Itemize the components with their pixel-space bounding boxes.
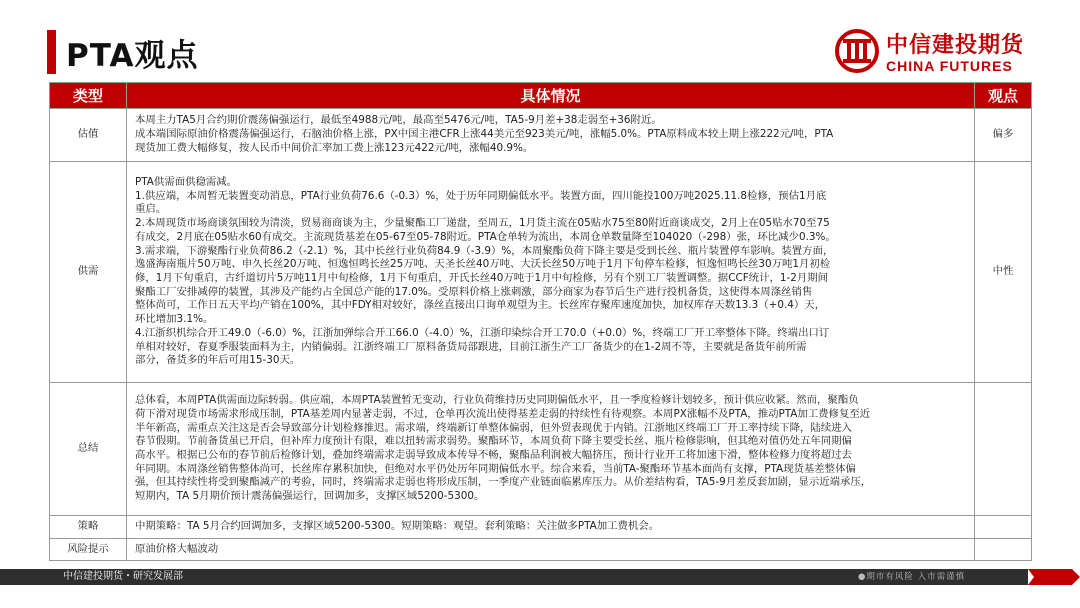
content-line: 原油价格大幅波动 bbox=[135, 542, 219, 555]
content-line: 逸盛海南瓶片50万吨、申久长丝20万吨、恒逸恒鸣长丝25万吨、天圣长丝40万吨、大沃长丝50万吨于1月下旬停车检修，恒逸恒鸣长丝30万吨1月初检 bbox=[135, 258, 831, 271]
content-line: 成本端国际原油价格震荡偏强运行，石脑油价格上涨，PX中国主港CFR上涨44美元至923美元/吨，涨幅5.0%。PTA原料成本较上期上涨222元/吨，PTA bbox=[135, 128, 834, 141]
row-type: 供需 bbox=[50, 162, 127, 383]
footer-arrow-icon bbox=[1028, 569, 1080, 585]
table-row-strategy bbox=[50, 516, 1032, 539]
content-line: 整体尚可，工作日五天平均产销在100%，其中FDY相对较好，涤丝直接出口询单观望为主。长丝库存聚库速度加快，加权库存天数13.3（+0.4）天， bbox=[135, 299, 826, 312]
header-details: 具体情况 bbox=[127, 83, 975, 109]
content-line: 半年新高，需重点关注这是否会导致部分计划检修推迟。需求端，终端新订单整体偏弱，但外贸表现优于内销。江浙地区终端工厂开工率持续下降，陆续进入 bbox=[135, 421, 852, 434]
content-line: 单相对较好，春夏季服装面料为主，内销偏弱。江浙终端工厂原料备货局部跟进，目前江浙生产工厂备货少的在1-2周不等，主要就是备货年前所需 bbox=[135, 340, 807, 353]
content-line: 修，1月下旬重启，古纤道切片5万吨11月中旬检修，1月下旬重启，开氏长丝40万吨于1月中旬检修，另有个别工厂装置调整。据CCF统计，1-2月期间 bbox=[135, 272, 828, 284]
header-view: 观点 bbox=[975, 83, 1032, 109]
content-line: 3.需求端，下游聚酯行业负荷86.2（-2.1）%，其中长丝行业负荷84.9（-3.9）%，本周聚酯负荷下降主要是受到长丝、瓶片装置停车影响。装置方面， bbox=[135, 244, 834, 257]
row-type: 风险提示 bbox=[50, 539, 127, 561]
row-view: 偏多 bbox=[975, 109, 1032, 162]
citic-logo-icon bbox=[834, 28, 880, 74]
row-type: 估值 bbox=[50, 109, 127, 162]
content-line: 有成交，2月底在05贴水60有成交。主流现货基差在05-67至05-78附近。PTA仓单转为流出，本周仓单数量降至104020（-298）张，环比减少0.3%。 bbox=[135, 230, 836, 243]
content-line: 荷下滑对现货市场需求形成压制，PTA基差周内显著走弱，不过，仓单再次流出使得基差走弱的持续性有待观察。本周PX涨幅不及PTA，推动PTA加工费修复至近 bbox=[135, 407, 871, 420]
content-line: 1.供应端，本周暂无装置变动消息，PTA行业负荷76.6（-0.3）%，处于历年同期偏低水平。装置方面，四川能投100万吨2025.11.8检修，预估1月底 bbox=[135, 189, 827, 202]
content-line: 高水平。根据已公布的春节前后检修计划，叠加终端需求走弱导致成本传导不畅，聚酯品利润被大幅挤压，预计行业开工将加速下滑，整体检修力度将超过去 bbox=[135, 449, 852, 461]
page-title: PTA观点 bbox=[66, 38, 199, 74]
logo-english-name: CHINA FUTURES bbox=[886, 58, 1013, 74]
content-line: 2.本周现货市场商谈氛围较为清淡，贸易商商谈为主，少量聚酯工厂递盘，至周五，1月货主流在05贴水75至80附近商谈成交，2月上在05贴水70至75 bbox=[135, 217, 830, 230]
pta-view-table bbox=[49, 82, 1032, 561]
row-type: 策略 bbox=[50, 516, 127, 539]
table-row-summary bbox=[50, 383, 1032, 516]
footer-department: 中信建投期货・研究发展部 bbox=[63, 571, 183, 582]
content-line: 中期策略：TA 5月合约回调加多，支撑区域5200-5300。短期策略：观望。套利策略：关注做多PTA加工费机会。 bbox=[135, 520, 660, 533]
content-line: 年同期。本周涤丝销售整体尚可，长丝库存累积加快，但绝对水平仍处历年同期偏低水平。综合来看，当前TA-聚酯环节基本面尚有支撑，PTA现货基差整体偏 bbox=[135, 462, 856, 475]
footer-risk-warning: ●期市有风险 入市需谨慎 bbox=[858, 572, 966, 582]
content-line: 短期内，TA 5月期价预计震荡偏强运行，回调加多，支撑区域5200-5300。 bbox=[135, 490, 485, 503]
content-line: 现货加工费大幅修复，按人民币中间价汇率加工费上涨123元422元/吨，涨幅40.9%。 bbox=[135, 141, 534, 154]
company-logo bbox=[834, 28, 1034, 78]
row-content bbox=[127, 383, 975, 516]
row-content bbox=[127, 162, 975, 383]
row-view: 中性 bbox=[975, 162, 1032, 383]
table-row-risk bbox=[50, 539, 1032, 561]
table-header-row bbox=[50, 83, 1032, 109]
content-line: 强，但其持续性将受到聚酯减产的考验，同时，终端需求走弱也将形成压制，一季度产业链面临累库压力。从价差结构看，TA5-9月差反套加剧，显示近端承压， bbox=[135, 476, 872, 489]
logo-chinese-name: 中信建投期货 bbox=[886, 33, 1025, 58]
content-line: 环比增加3.1%。 bbox=[135, 313, 214, 326]
row-type: 总结 bbox=[50, 383, 127, 516]
content-line: PTA供需面供稳需减。 bbox=[135, 176, 238, 189]
content-line: 春节假期。节前备货虽已开启，但补库力度预计有限，难以扭转需求弱势。聚酯环节，本周负荷下降主要受长丝、瓶片检修影响，但其绝对值仍处五年同期偏 bbox=[135, 435, 852, 448]
row-content bbox=[127, 539, 975, 561]
row-view bbox=[975, 539, 1032, 561]
table-row-supply-demand bbox=[50, 162, 1032, 383]
content-line: 重启。 bbox=[135, 203, 167, 216]
content-line: 4.江浙织机综合开工49.0（-6.0）%，江浙加弹综合开工66.0（-4.0）%，江浙印染综合开工70.0（+0.0）%，终端工厂开工率整体下降。终端出口订 bbox=[135, 326, 830, 339]
content-line: 总体看，本周PTA供需面边际转弱。供应端，本周PTA装置暂无变动，行业负荷维持历史同期偏低水平，且一季度检修计划较多，预计供应收紧。然而，聚酯负 bbox=[135, 394, 859, 407]
row-content bbox=[127, 516, 975, 539]
content-line: 本周主力TA5月合约期价震荡偏强运行，最低至4988元/吨，最高至5476元/吨，TA5-9月差+38走弱至+36附近。 bbox=[135, 114, 662, 127]
header-type: 类型 bbox=[50, 83, 127, 109]
row-view bbox=[975, 516, 1032, 539]
table-row-valuation bbox=[50, 109, 1032, 162]
title-accent-bar bbox=[47, 30, 56, 74]
content-line: 部分，备货多的年后可用15-30天。 bbox=[135, 354, 301, 367]
row-content bbox=[127, 109, 975, 162]
row-view bbox=[975, 383, 1032, 516]
content-line: 聚酯工厂安排减停的装置，其涉及产能约占全国总产能的17.0%。受原料价格上涨刺激，部分商家为春节后生产进行投机备货，这使得本周涤丝销售 bbox=[135, 285, 813, 298]
